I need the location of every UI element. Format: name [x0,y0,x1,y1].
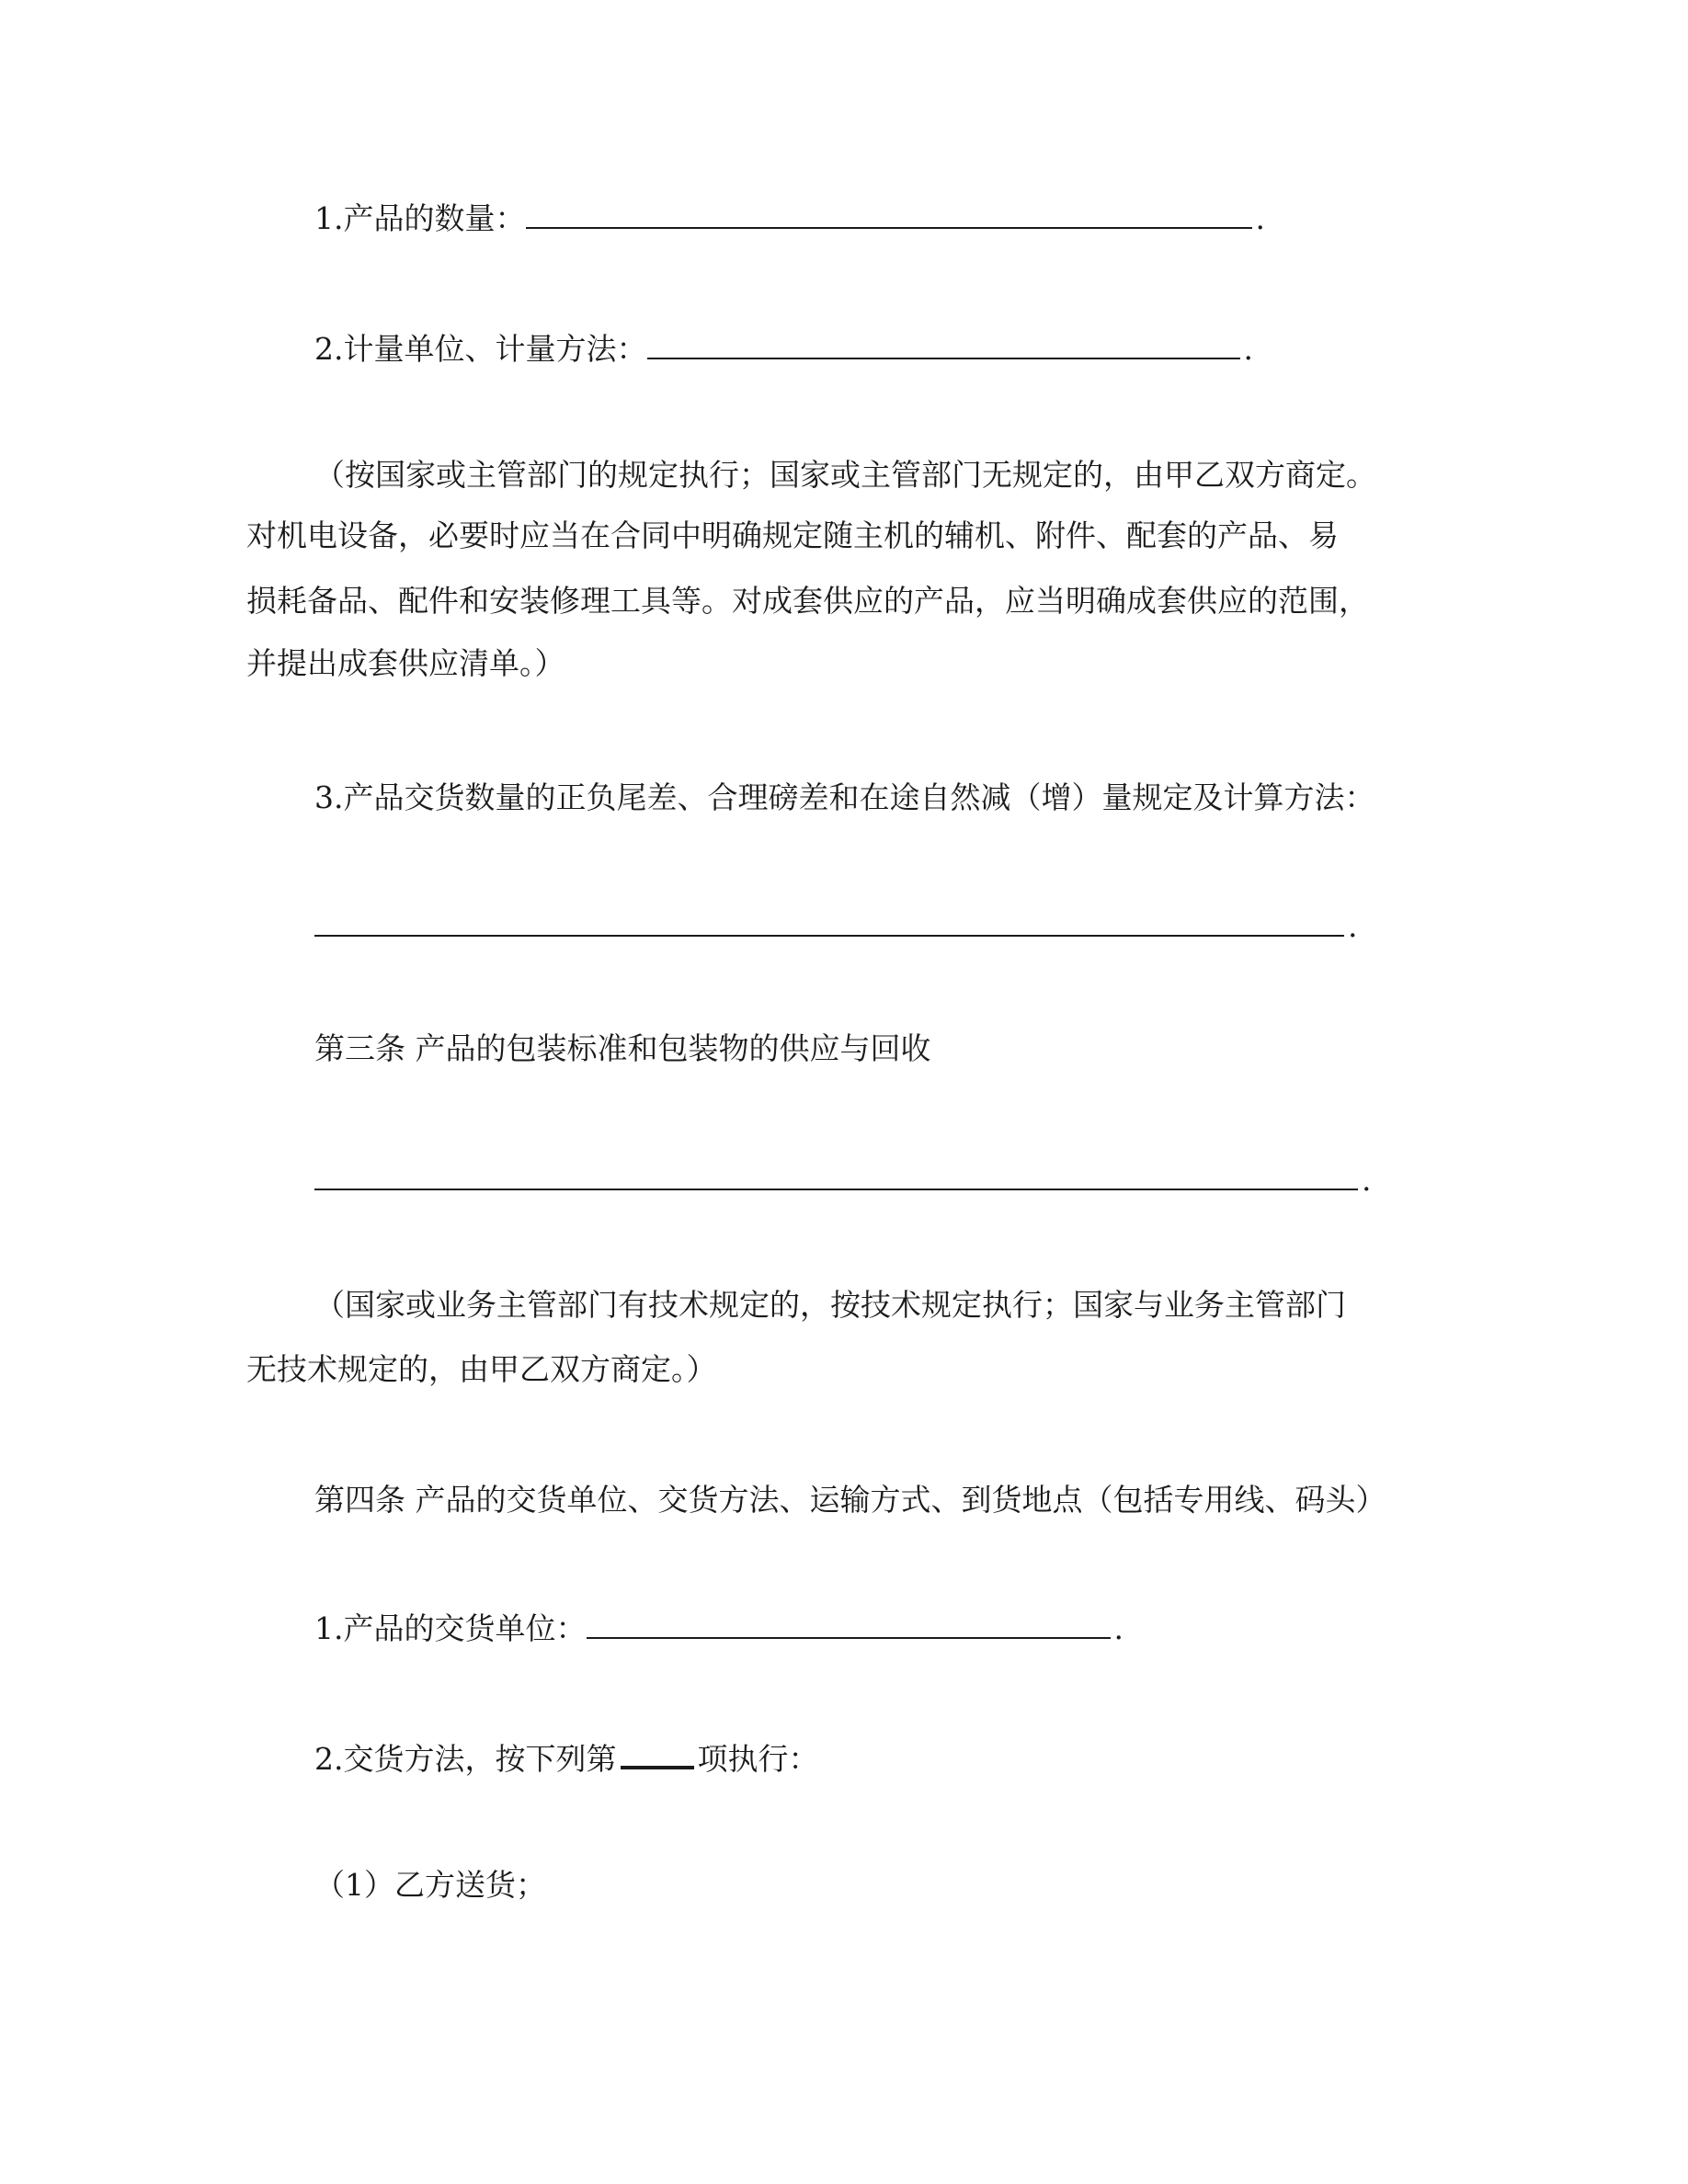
quantity-label: 1.产品的数量： [314,200,526,236]
article-three-title: 第三条 产品的包装标准和包装物的供应与回收 [314,1030,931,1066]
unit-note-line-1: （按国家或主管部门的规定执行；国家或主管部门无规定的，由甲乙双方商定。 [314,457,1376,493]
packaging-note-line-1: （国家或业务主管部门有技术规定的，按技术规定执行；国家与业务主管部门 [314,1287,1346,1323]
packaging-blank-line [314,1162,1372,1199]
delivery-unit-end: . [1113,1610,1123,1646]
unit-label: 2.计量单位、计量方法： [314,331,647,367]
unit-end: . [1243,331,1253,367]
delivery-method-line [314,1740,819,1778]
tolerance-blank-line [314,908,1358,945]
unit-note-line-3: 损耗备品、配件和安装修理工具等。对成套供应的产品，应当明确成套供应的范围， [246,583,1369,619]
delivery-unit-blank[interactable] [587,1611,1111,1639]
article-four-title: 第四条 产品的交货单位、交货方法、运输方式、到货地点（包括专用线、码头） [314,1482,1386,1518]
packaging-note-line-2: 无技术规定的，由甲乙双方商定。） [246,1351,717,1387]
option-one-line: （1）乙方送货； [314,1867,546,1903]
delivery-method-label-before: 2.交货方法，按下列第 [314,1741,617,1777]
packaging-end: . [1362,1162,1372,1198]
tolerance-end: . [1348,908,1358,944]
quantity-line [314,200,1265,237]
tolerance-blank[interactable] [314,909,1344,937]
tolerance-line [314,779,1375,816]
delivery-unit-line [314,1610,1123,1647]
delivery-unit-label: 1.产品的交货单位： [314,1610,587,1646]
delivery-method-label-after: 项执行： [697,1741,819,1777]
unit-note-line-4: 并提出成套供应清单。） [246,645,565,681]
unit-line [314,331,1253,368]
tolerance-label: 3.产品交货数量的正负尾差、合理磅差和在途自然减（增）量规定及计算方法： [314,779,1375,815]
delivery-method-blank[interactable] [621,1740,694,1769]
unit-note-line-2: 对机电设备，必要时应当在合同中明确规定随主机的辅机、附件、配套的产品、易 [246,518,1339,553]
quantity-end: . [1255,200,1265,236]
packaging-blank[interactable] [314,1163,1358,1190]
quantity-blank[interactable] [526,201,1252,229]
unit-blank[interactable] [647,332,1240,359]
